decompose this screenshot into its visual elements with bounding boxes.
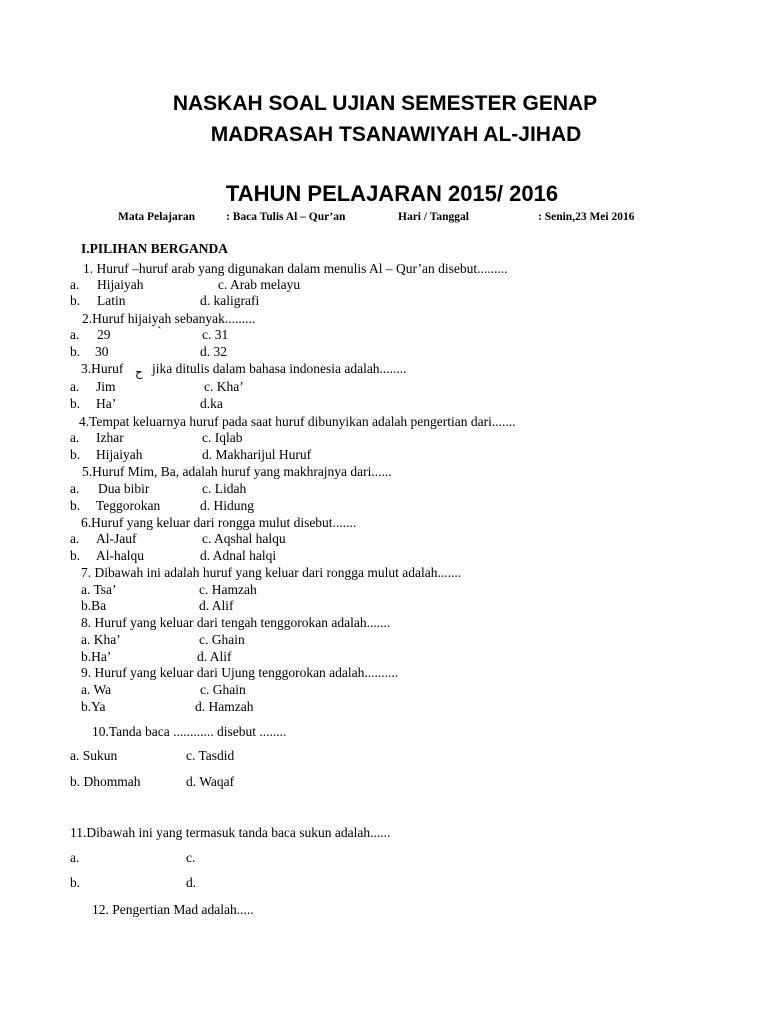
question-text: 7. Dibawah ini adalah huruf yang keluar dari rongga mulut adalah....... — [81, 565, 462, 580]
option-c: c. 31 — [202, 327, 229, 342]
header-title-line1: NASKAH SOAL UJIAN SEMESTER GENAP — [172, 92, 598, 115]
option-b-text: Ha’ — [96, 396, 117, 411]
option-d: d. Waqaf — [186, 774, 235, 789]
option-c: c. Lidah — [202, 481, 247, 496]
option-b: b. Dhommah — [70, 774, 141, 789]
question-text: 11.Dibawah ini yang termasuk tanda baca sukun adalah...... — [70, 825, 391, 840]
option-a-text: Izhar — [96, 430, 124, 445]
question-text: 6.Huruf yang keluar dari rongga mulut disebut....... — [81, 515, 357, 530]
option-d: d. Adnal halqi — [200, 548, 277, 563]
option-a-letter: a. — [70, 481, 80, 496]
option-b-letter: b. — [70, 344, 81, 359]
option-d: d.ka — [200, 396, 223, 411]
question-text: 1. Huruf –huruf arab yang digunakan dalam menulis Al – Qur’an disebut......... — [83, 261, 508, 276]
option-c: c. Arab melayu — [218, 277, 301, 292]
option-a-text: 29 — [97, 327, 111, 342]
subject-label: Mata Pelajaran — [118, 211, 195, 223]
option-b-letter: b. — [70, 293, 81, 308]
option-d: d. kaligrafi — [200, 293, 260, 308]
option-d: d. Hidung — [200, 498, 254, 513]
option-b-text: Teggorokan — [96, 498, 161, 513]
option-d: d. Alif — [197, 649, 232, 664]
option-b-text: 30 — [95, 344, 109, 359]
option-a: a. — [70, 850, 80, 865]
question-text-prefix: 3.Huruf — [81, 361, 124, 376]
date-label: Hari / Tanggal — [398, 211, 469, 223]
question-text: 10.Tanda baca ............ disebut ........ — [92, 724, 287, 739]
option-c: c. Tasdid — [186, 748, 235, 763]
option-b-letter: b. — [70, 396, 81, 411]
question-text-suffix: jika ditulis dalam bahasa indonesia adalah........ — [152, 361, 407, 376]
option-b-letter: b. — [70, 548, 81, 563]
question-text: 5.Huruf Mim, Ba, adalah huruf yang makhrajnya dari...... — [82, 464, 392, 479]
option-a-text: Jim — [96, 379, 116, 394]
option-b-text: Hijaiyah — [96, 447, 143, 462]
option-d: d. Makharijul Huruf — [202, 447, 312, 462]
section-title: I.PILIHAN BERGANDA — [81, 241, 229, 256]
question-text: 8. Huruf yang keluar dari tengah tenggorokan adalah....... — [81, 615, 391, 630]
option-a-letter: a. — [70, 531, 80, 546]
option-a-letter: a. — [70, 430, 80, 445]
option-a-letter: a. — [70, 327, 80, 342]
option-c: c. Ghain — [199, 632, 245, 647]
question-text: 9. Huruf yang keluar dari Ujung tenggorokan adalah.......... — [81, 665, 399, 680]
question-text: 12. Pengertian Mad adalah..... — [92, 902, 254, 917]
header-title-line3: TAHUN PELAJARAN 2015/ 2016 — [225, 181, 559, 206]
arabic-letter-ha-glyph: ح — [135, 365, 143, 379]
date-value: : Senin,23 Mei 2016 — [538, 211, 635, 223]
option-d: d. 32 — [200, 344, 227, 359]
subject-value: : Baca Tulis Al – Qur’an — [226, 211, 346, 223]
option-a-text: Hijaiyah — [97, 277, 144, 292]
option-a-text: Dua bibir — [98, 481, 150, 496]
option-d: d. — [186, 875, 197, 890]
header-title-line2: MADRASAH TSANAWIYAH AL-JIHAD — [210, 123, 582, 146]
option-c: c. Aqshal halqu — [202, 531, 286, 546]
option-d: d. Hamzah — [195, 699, 254, 714]
option-b: b.Ba — [81, 598, 107, 613]
option-d: d. Alif — [199, 598, 234, 613]
option-b-text: Al-halqu — [96, 548, 144, 563]
question-text: 4.Tempat keluarnya huruf pada saat huruf dibunyikan adalah pengertian dari....... — [79, 414, 516, 429]
option-b-letter: b. — [70, 447, 81, 462]
option-b: b.Ya — [81, 699, 106, 714]
option-b: b. — [70, 875, 81, 890]
option-a: a. Wa — [81, 682, 112, 697]
option-a: a. Sukun — [70, 748, 118, 763]
option-a: a. Kha’ — [81, 632, 121, 647]
option-c: c. Hamzah — [199, 582, 257, 597]
option-b-text: Latin — [97, 293, 126, 308]
option-a-letter: a. — [70, 379, 80, 394]
option-c: c. Kha’ — [204, 379, 244, 394]
option-b: b.Ha’ — [81, 649, 112, 664]
option-b-letter: b. — [70, 498, 81, 513]
question-text: 2.Huruf hijaiyah sebanyak......... — [82, 311, 256, 326]
stray-mark: ` — [157, 324, 162, 339]
option-c: c. Iqlab — [202, 430, 243, 445]
option-a-text: Al-Jauf — [96, 531, 137, 546]
option-a: a. Tsa’ — [81, 582, 117, 597]
option-c: c. Ghain — [200, 682, 246, 697]
option-c: c. — [186, 850, 196, 865]
option-a-letter: a. — [70, 277, 80, 292]
